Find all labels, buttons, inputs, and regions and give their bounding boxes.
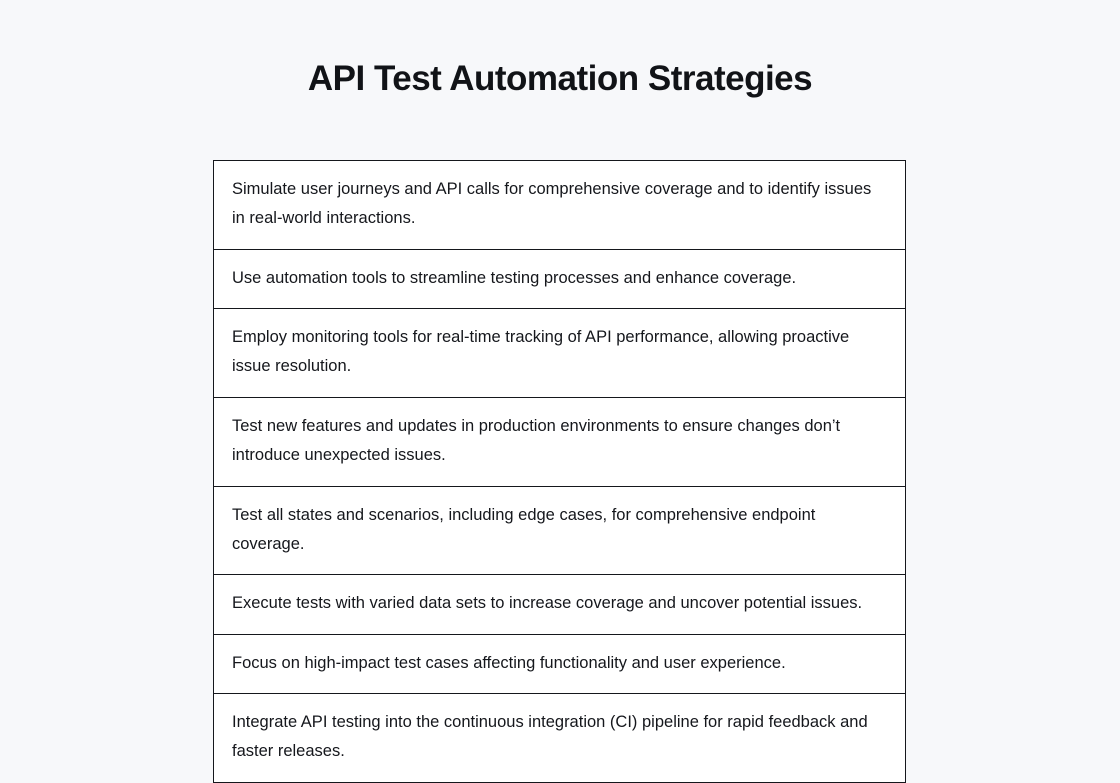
table-row-text: Test all states and scenarios, including edge cases, for comprehensive endpoint coverage. <box>232 505 816 553</box>
strategies-table-body <box>213 160 906 783</box>
table-row <box>214 309 905 398</box>
table-row <box>214 398 905 487</box>
table-row-text: Use automation tools to streamline testing processes and enhance coverage. <box>232 268 797 287</box>
table-row <box>214 694 905 783</box>
table-row <box>214 575 905 634</box>
table-row <box>214 250 905 309</box>
table-row-text: Execute tests with varied data sets to increase coverage and uncover potential issues. <box>232 594 863 613</box>
table-row-text: Focus on high-impact test cases affecting functionality and user experience. <box>232 653 786 672</box>
table-row-text: Employ monitoring tools for real-time tracking of API performance, allowing proactive issue resolution. <box>232 328 850 376</box>
table-row <box>214 161 905 250</box>
table-row <box>214 635 905 694</box>
table-row-text: Integrate API testing into the continuous integration (CI) pipeline for rapid feedback and faster releases. <box>232 712 868 761</box>
page-title: API Test Automation Strategies <box>307 59 813 98</box>
strategies-table <box>213 160 906 783</box>
table-row-text: Simulate user journeys and API calls for comprehensive coverage and to identify issues in real-world interactions. <box>232 180 872 228</box>
table-row <box>214 487 905 576</box>
table-row-text: Test new features and updates in production environments to ensure changes don’t introduce unexpected issues. <box>232 416 841 465</box>
